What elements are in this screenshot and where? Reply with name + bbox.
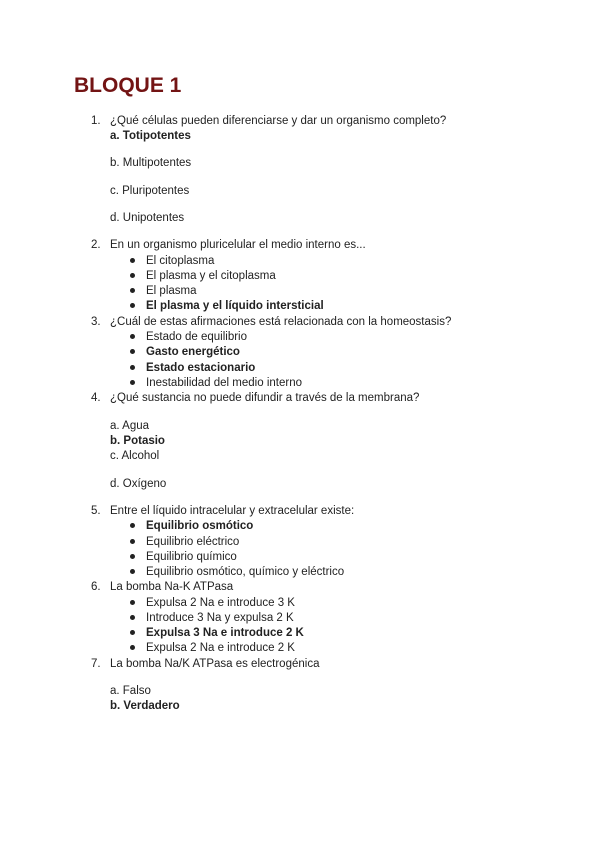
question-5 <box>91 504 355 518</box>
page-title: BLOQUE 1 <box>74 74 182 97</box>
option-label: Equilibrio osmótico <box>146 520 254 532</box>
option-label: Equilibrio osmótico, químico y eléctrico <box>146 566 345 578</box>
answer-option <box>146 254 214 268</box>
bullet-icon <box>130 303 135 308</box>
option-label: Expulsa 3 Na e introduce 2 K <box>146 627 304 639</box>
answer-option <box>146 596 295 610</box>
answer-option <box>146 611 294 625</box>
question-3 <box>91 315 452 329</box>
option-label: Expulsa 2 Na e introduce 2 K <box>146 642 295 654</box>
answer-option <box>146 519 253 533</box>
bullet-icon <box>130 554 135 559</box>
option-label: Equilibrio eléctrico <box>146 536 240 548</box>
answer-option: c. Pluripotentes <box>110 185 190 197</box>
question-number: 7. <box>91 658 101 670</box>
question-1 <box>91 114 447 128</box>
answer-option <box>146 550 237 564</box>
question-number: 3. <box>91 316 101 328</box>
bullet-icon <box>130 334 135 339</box>
question-text: La bomba Na-K ATPasa <box>110 581 234 593</box>
answer-option: a. Agua <box>110 420 150 432</box>
option-label: Introduce 3 Na y expulsa 2 K <box>146 612 294 624</box>
option-label: Expulsa 2 Na e introduce 3 K <box>146 597 295 609</box>
option-label: El plasma <box>146 285 197 297</box>
option-label: El plasma y el citoplasma <box>146 270 276 282</box>
bullet-icon <box>130 349 135 354</box>
bullet-icon <box>130 630 135 635</box>
question-text: Entre el líquido intracelular y extracelular existe: <box>110 505 355 517</box>
answer-option: a. Totipotentes <box>110 130 191 142</box>
answer-option <box>146 535 239 549</box>
answer-option <box>146 269 276 283</box>
answer-option: d. Oxígeno <box>110 478 167 490</box>
bullet-icon <box>130 615 135 620</box>
question-4 <box>91 391 420 405</box>
answer-option <box>146 345 240 359</box>
option-label: Equilibrio químico <box>146 551 237 563</box>
bullet-icon <box>130 365 135 370</box>
question-number: 5. <box>91 505 101 517</box>
question-number: 1. <box>91 115 101 127</box>
option-label: Estado estacionario <box>146 362 256 374</box>
question-6 <box>91 580 234 594</box>
question-text: La bomba Na/K ATPasa es electrogénica <box>110 658 320 670</box>
answer-option: d. Unipotentes <box>110 212 185 224</box>
bullet-icon <box>130 380 135 385</box>
bullet-icon <box>130 600 135 605</box>
question-text: ¿Cuál de estas afirmaciones está relacionada con la homeostasis? <box>110 316 452 328</box>
option-label: Gasto energético <box>146 346 240 358</box>
question-number: 6. <box>91 581 101 593</box>
option-label: Inestabilidad del medio interno <box>146 377 302 389</box>
question-text: ¿Qué sustancia no puede difundir a través de la membrana? <box>110 392 420 404</box>
bullet-icon <box>130 288 135 293</box>
answer-option: b. Multipotentes <box>110 157 192 169</box>
question-7 <box>91 657 320 671</box>
question-text: En un organismo pluricelular el medio interno es... <box>110 239 366 251</box>
answer-option <box>146 330 247 344</box>
question-2 <box>91 238 366 252</box>
answer-option <box>146 376 302 390</box>
answer-option <box>146 626 304 640</box>
question-text: ¿Qué células pueden diferenciarse y dar un organismo completo? <box>110 115 447 127</box>
answer-option <box>146 284 197 298</box>
bullet-icon <box>130 273 135 278</box>
answer-option: b. Verdadero <box>110 700 180 712</box>
answer-option: b. Potasio <box>110 435 165 447</box>
answer-option <box>146 565 344 579</box>
bullet-icon <box>130 645 135 650</box>
bullet-icon <box>130 569 135 574</box>
question-number: 2. <box>91 239 101 251</box>
option-label: El plasma y el líquido intersticial <box>146 300 324 312</box>
question-number: 4. <box>91 392 101 404</box>
bullet-icon <box>130 539 135 544</box>
answer-option <box>146 361 255 375</box>
bullet-icon <box>130 258 135 263</box>
option-label: Estado de equilibrio <box>146 331 248 343</box>
bullet-icon <box>130 523 135 528</box>
answer-option: c. Alcohol <box>110 450 160 462</box>
answer-option: a. Falso <box>110 685 151 697</box>
option-label: El citoplasma <box>146 255 215 267</box>
answer-option <box>146 641 295 655</box>
answer-option <box>146 299 324 313</box>
